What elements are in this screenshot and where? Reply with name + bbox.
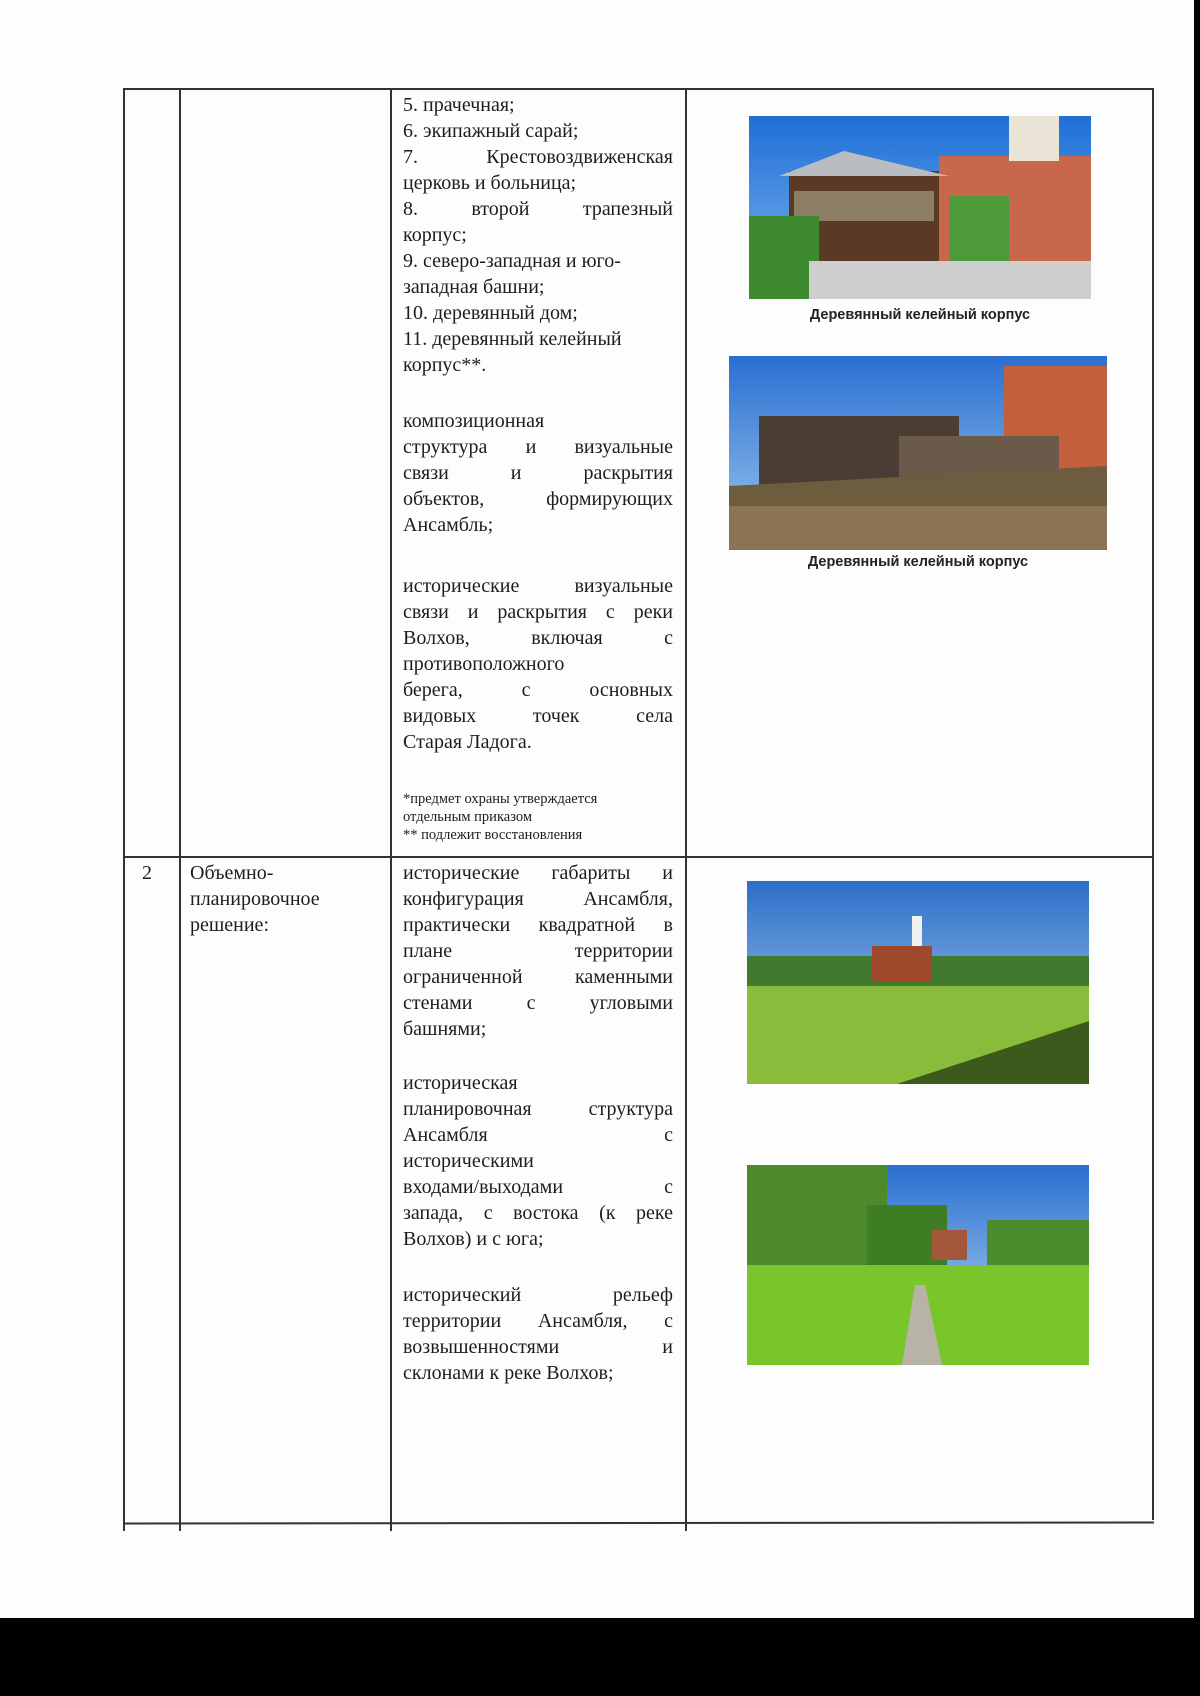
table-row-divider	[123, 856, 1154, 858]
text-line: историческая	[403, 1072, 518, 1094]
planning-paragraph	[403, 1070, 673, 1252]
text-line: композиционная	[403, 410, 545, 432]
scan-bottom-border	[0, 1618, 1200, 1696]
title-line: планировочное	[190, 888, 320, 910]
text-line: практически квадратной в	[403, 914, 673, 936]
list-item: западная башни;	[403, 276, 545, 298]
scan-edge	[1194, 0, 1200, 1618]
text-line: исторические визуальные	[403, 575, 673, 597]
text-line: Старая Ладога.	[403, 731, 532, 753]
photo-path-through-greenery	[747, 1165, 1089, 1365]
composition-paragraph	[403, 408, 673, 538]
text-line: связи и раскрытия с реки	[403, 601, 673, 623]
list-item: 9. северо-западная и юго-	[403, 250, 621, 272]
text-line: входами/выходами с	[403, 1176, 673, 1198]
text-line: территории Ансамбля, с	[403, 1310, 673, 1332]
text-line: объектов, формирующих	[403, 488, 673, 510]
text-line: Волхов) и с юга;	[403, 1228, 544, 1250]
table-border-top	[123, 88, 1154, 90]
text-line: структура и визуальные	[403, 436, 673, 458]
row2-title	[190, 860, 385, 938]
photo-wooden-cell-building-1	[749, 116, 1091, 299]
text-line: исторические габариты и	[403, 862, 673, 884]
row1-object-list	[403, 92, 673, 378]
text-line: возвышенностями и	[403, 1336, 673, 1358]
text-line: Волхов, включая с	[403, 627, 673, 649]
list-item: 8. второй трапезный	[403, 198, 673, 220]
text-line: склонами к реке Волхов;	[403, 1362, 614, 1384]
text-line: запада, с востока (к реке	[403, 1202, 673, 1224]
text-line: историческими	[403, 1150, 534, 1172]
text-line: конфигурация Ансамбля,	[403, 888, 673, 910]
text-line: берега, с основных	[403, 679, 673, 701]
list-item: 5. прачечная;	[403, 94, 515, 116]
text-line: Ансамбля с	[403, 1124, 673, 1146]
table-border-col1	[179, 88, 181, 1531]
photo-wooden-cell-building-2	[729, 356, 1107, 550]
list-item: корпус**.	[403, 354, 487, 376]
list-item: 11. деревянный келейный	[403, 328, 622, 350]
footnote-line: отдельным приказом	[403, 809, 532, 825]
text-line: стенами с угловыми	[403, 992, 673, 1014]
footnote-line: ** подлежит восстановления	[403, 827, 583, 843]
table-border-col3	[685, 88, 687, 1531]
row-number: 2	[142, 862, 152, 884]
gabarity-paragraph	[403, 860, 673, 1042]
photo-caption: Деревянный келейный корпус	[809, 307, 1031, 323]
text-line: видовых точек села	[403, 705, 673, 727]
footnote-line: *предмет охраны утверждается	[403, 791, 598, 807]
title-line: Объемно-	[190, 862, 274, 884]
text-line: исторический рельеф	[403, 1284, 673, 1306]
historic-views-paragraph	[403, 573, 673, 755]
text-line: плане территории	[403, 940, 673, 962]
text-line: ограниченной каменными	[403, 966, 673, 988]
text-line: противоположного	[403, 653, 565, 675]
list-item: 10. деревянный дом;	[403, 302, 578, 324]
text-line: планировочная структура	[403, 1098, 673, 1120]
text-line: башнями;	[403, 1018, 487, 1040]
relief-paragraph	[403, 1282, 673, 1386]
photo-ensemble-panorama	[747, 881, 1089, 1084]
table-border-col2	[390, 88, 392, 1531]
text-line: Ансамбль;	[403, 514, 494, 536]
list-item: корпус;	[403, 224, 467, 246]
table-border-left	[123, 88, 125, 1531]
photo-caption: Деревянный келейный корпус	[807, 554, 1029, 570]
table-border-right	[1152, 88, 1154, 1520]
table-border-bottom	[123, 1522, 1154, 1525]
title-line: решение:	[190, 914, 269, 936]
list-item: 6. экипажный сарай;	[403, 120, 579, 142]
list-item: церковь и больница;	[403, 172, 577, 194]
footnotes	[403, 790, 678, 844]
list-item: 7. Крестовоздвиженская	[403, 146, 673, 168]
text-line: связи и раскрытия	[403, 462, 673, 484]
